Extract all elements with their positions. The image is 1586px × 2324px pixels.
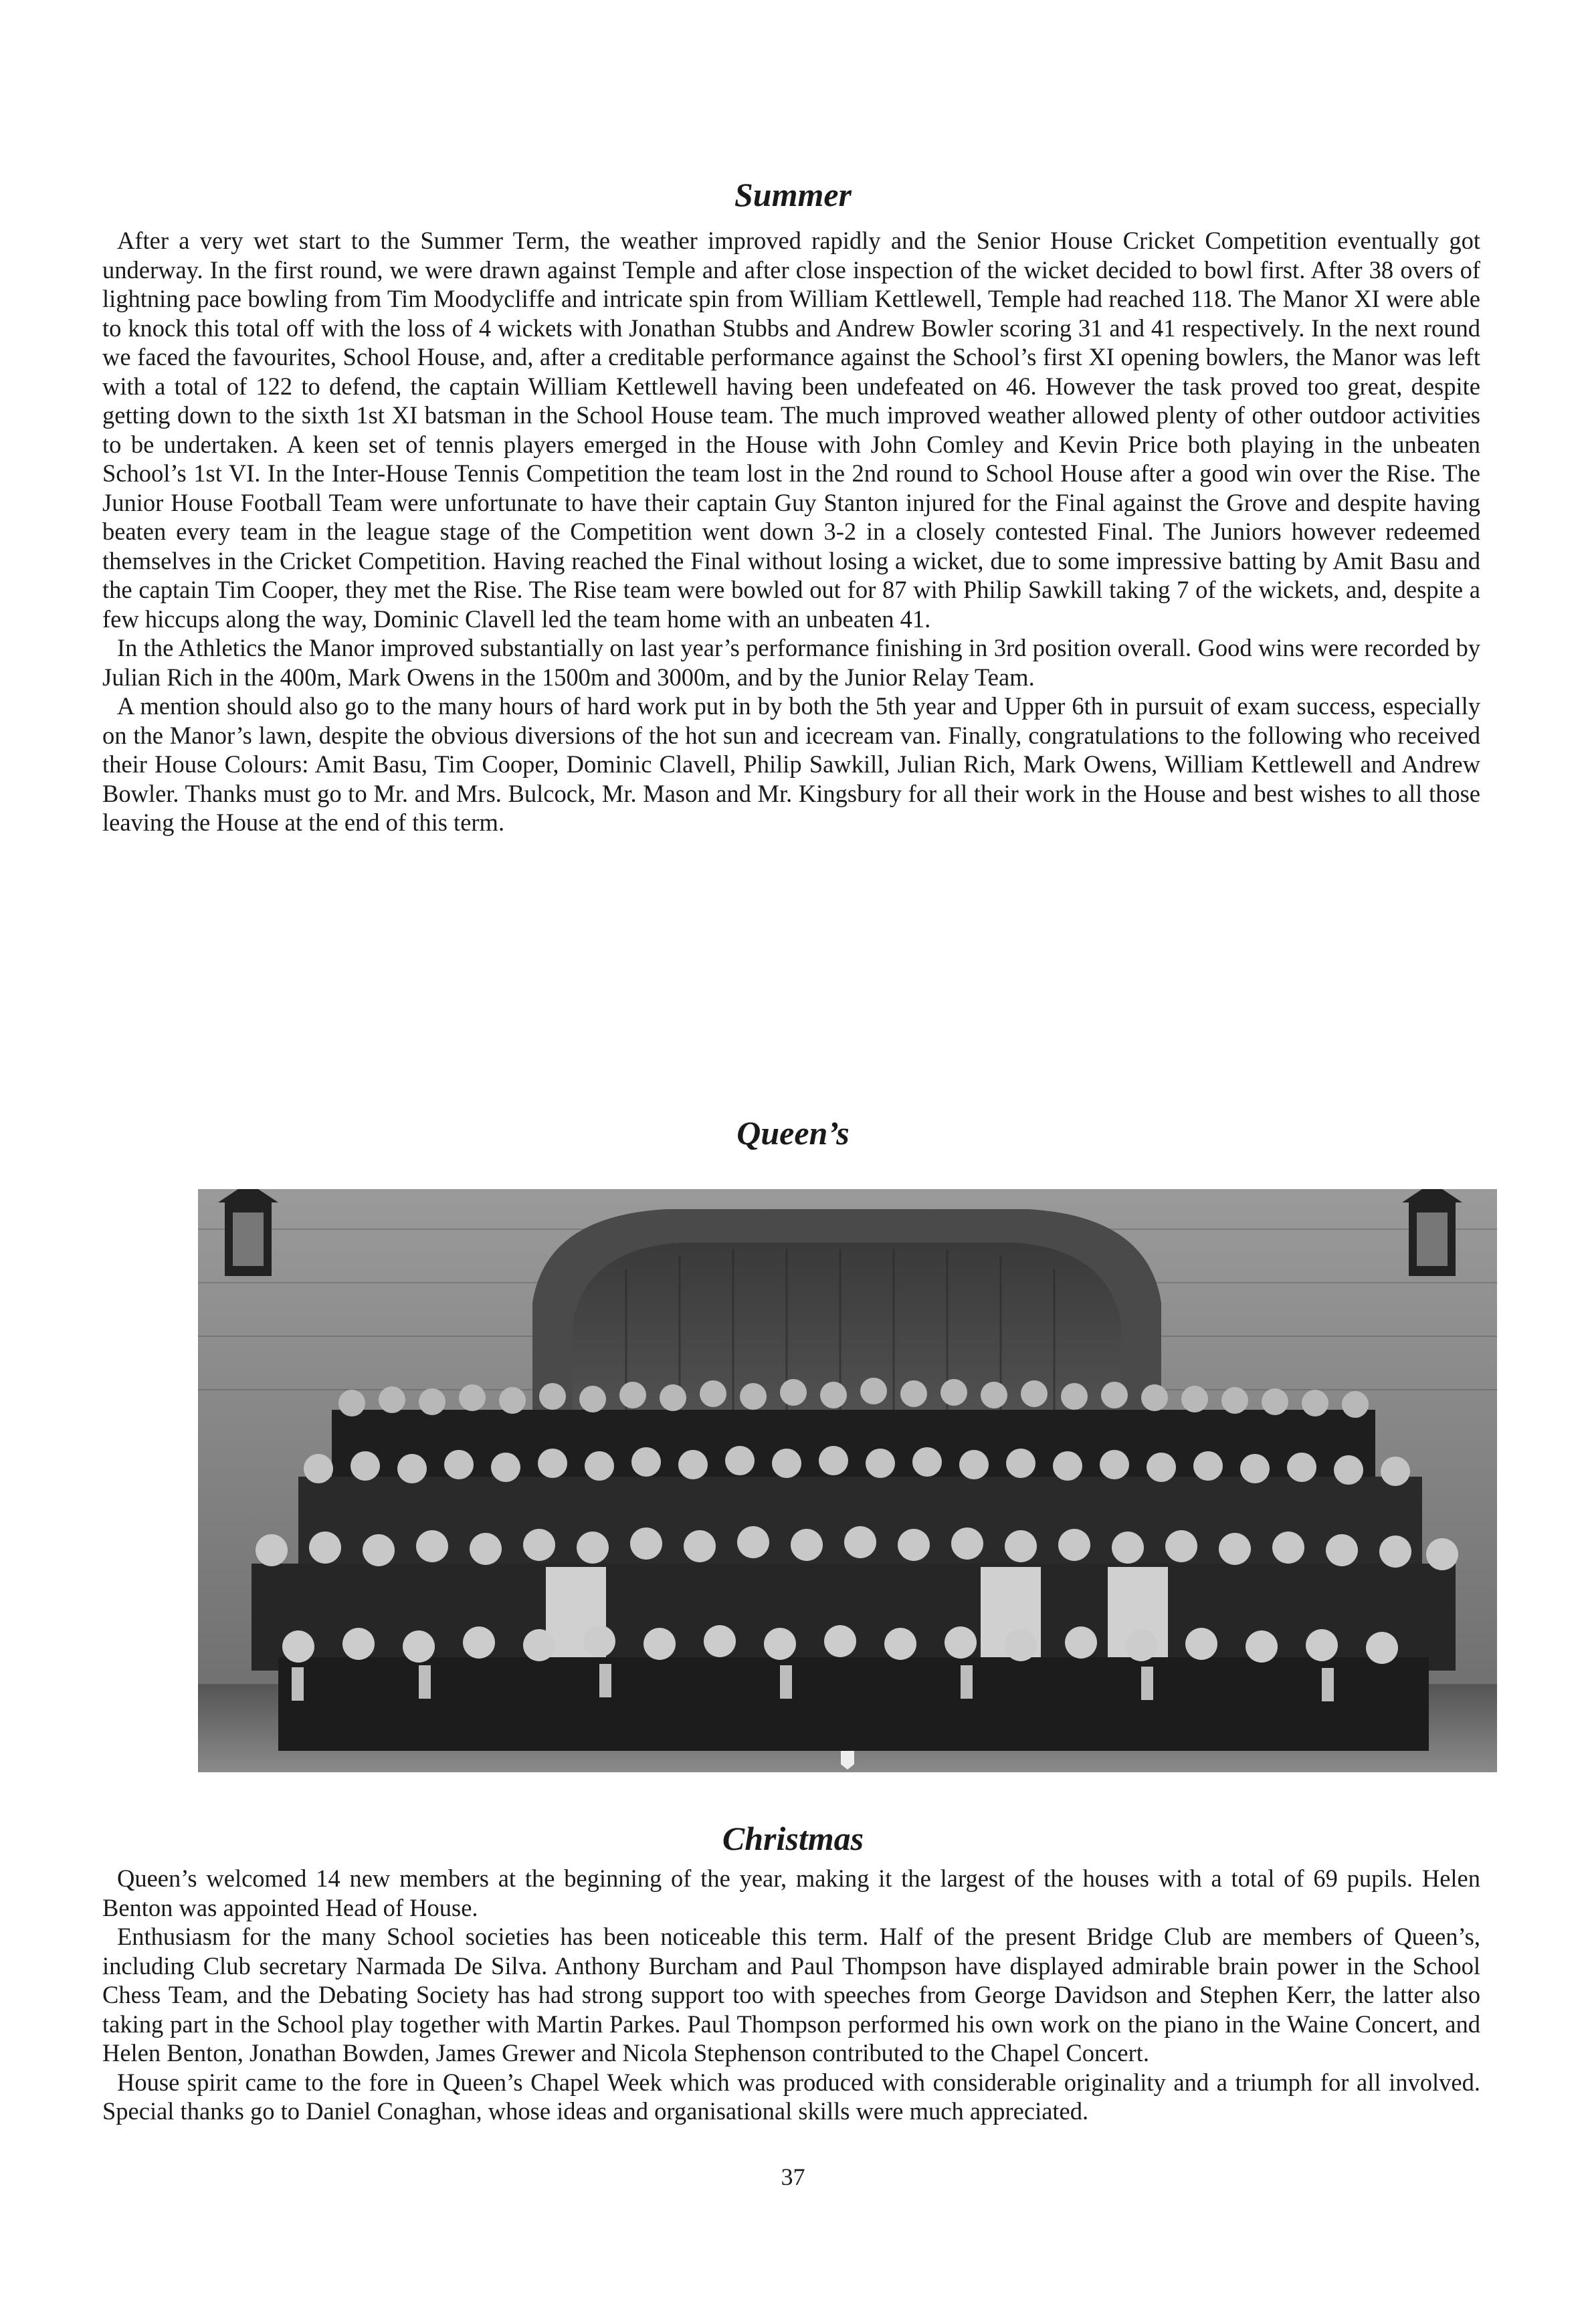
summer-section-body [102,226,1480,837]
house-group-photo [198,1189,1497,1772]
summer-paragraph-closing: A mention should also go to the many hours of hard work put in by both the 5th year and Upper 6th in pursuit of exam success, especially on the Manor’s lawn, despite the obvious diversions of the hot sun and icecream van. Finally, congratulations to the following who received their House Colours: Amit Basu, Tim Cooper, Dominic Clavell, Philip Sawkill, Julian Rich, Mark Owens, William Kettlewell and Andrew Bowler. Thanks must go to Mr. and Mrs. Bulcock, Mr. Mason and Mr. Kingsbury for all their work in the House and best wishes to all those leaving the House at the end of this term. [102,692,1480,836]
christmas-paragraph-intro: Queen’s welcomed 14 new members at the beginning of the year, making it the largest of the houses with a total of 69 pupils. Helen Benton was appointed Head of House. [102,1865,1480,1921]
christmas-paragraph-chapel-week: House spirit came to the fore in Queen’s Chapel Week which was produced with considerable originality and a triumph for all involved. Special thanks go to Daniel Conaghan, whose ideas and organisational skills were much appreciated. [102,2068,1480,2125]
christmas-section-body [102,1864,1480,2126]
summer-paragraph-cricket: After a very wet start to the Summer Term, the weather improved rapidly and the Senior House Cricket Competition eventually got underway. In the first round, we were drawn against Temple and after close inspection of the wicket decided to bowl first. After 38 overs of lightning pace bowling from Tim Moodycliffe and intricate spin from William Kettlewell, Temple had reached 118. The Manor XI were able to knock this total off with the loss of 4 wickets with Jonathan Stubbs and Andrew Bowler scoring 31 and 41 respectively. In the next round we faced the favourites, School House, and, after a creditable performance against the School’s first XI opening bowlers, the Manor was left with a total of 122 to defend, the captain William Kettlewell having been undefeated on 46. However the task proved too great, despite getting down to the sixth 1st XI batsman in the School House team. The much improved weather allowed plenty of other outdoor activities to be undertaken. A keen set of tennis players emerged in the House with John Comley and Kevin Price both playing in the unbeaten School’s 1st VI. In the Inter-House Tennis Competition the team lost in the 2nd round to School House after a good win over the Rise. The Junior House Football Team were unfortunate to have their captain Guy Stanton injured for the Final against the Grove and despite having beaten every team in the league stage of the Competition went down 3-2 in a closely contested Final. The Juniors however redeemed themselves in the Cricket Competition. Having reached the Final without losing a wicket, due to some impressive batting by Amit Basu and the captain Tim Cooper, they met the Rise. The Rise team were bowled out for 87 with Philip Sawkill taking 7 of the wickets, and, despite a few hiccups along the way, Dominic Clavell led the team home with an unbeaten 41. [102,227,1480,633]
christmas-heading: Christmas [722,1820,864,1857]
queens-heading: Queen’s [736,1114,850,1152]
summer-heading: Summer [734,176,852,213]
christmas-paragraph-societies: Enthusiasm for the many School societies has been noticeable this term. Half of the present Bridge Club are members of Queen’s, including Club secretary Narmada De Silva. Anthony Burcham and Paul Thompson have displayed admirable brain power in the School Chess Team, and the Debating Society has had strong support too with speeches from George Davidson and Stephen Kerr, the latter also taking part in the School play together with Martin Parkes. Paul Thompson performed his own work on the piano in the Waine Concert, and Helen Benton, Jonathan Bowden, James Grewer and Nicola Stephenson contributed to the Chapel Concert. [102,1923,1480,2067]
summer-paragraph-athletics: In the Athletics the Manor improved substantially on last year’s performance finishing in 3rd position overall. Good wins were recorded by Julian Rich in the 400m, Mark Owens in the 1500m and 3000m, and by the Junior Relay Team. [102,634,1480,691]
page-number: 37 [781,2163,805,2190]
